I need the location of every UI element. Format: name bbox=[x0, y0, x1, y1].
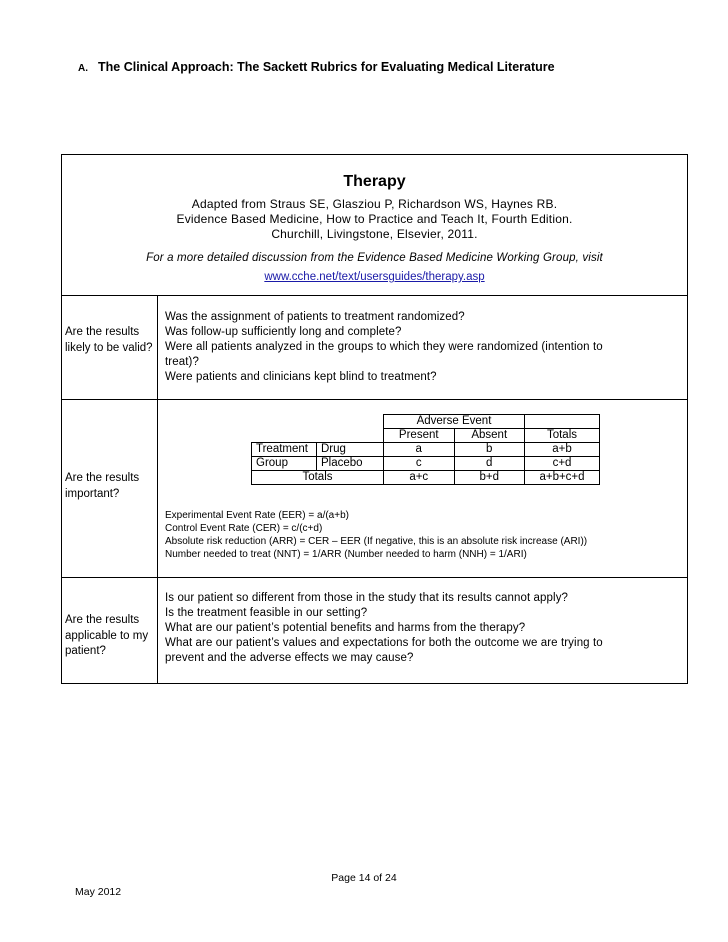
label-drug: Drug bbox=[317, 443, 384, 457]
label-row-totals: Totals bbox=[252, 471, 384, 485]
rubric-title: Therapy bbox=[343, 173, 406, 190]
applicable-question-4: What are our patient’s values and expectations for both the outcome we are trying to bbox=[165, 637, 603, 649]
formula-eer: Experimental Event Rate (EER) = a/(a+b) bbox=[165, 510, 349, 521]
label-placebo: Placebo bbox=[317, 457, 384, 471]
page-number: Page 14 of 24 bbox=[331, 872, 397, 884]
label-group: Group bbox=[252, 457, 317, 471]
label-treatment: Treatment bbox=[252, 443, 317, 457]
applicable-question-4-cont: prevent and the adverse effects we may cause? bbox=[165, 652, 414, 664]
header-absent: Absent bbox=[454, 429, 525, 443]
formula-nnt: Number needed to treat (NNT) = 1/ARR (Number needed to harm (NNH) = 1/ARI) bbox=[165, 549, 527, 560]
header-adverse-event: Adverse Event bbox=[384, 415, 525, 429]
valid-question-1: Was the assignment of patients to treatment randomized? bbox=[165, 311, 465, 323]
section-letter: A. bbox=[78, 63, 88, 74]
applicable-question-3: What are our patient’s potential benefits and harms from the therapy? bbox=[165, 622, 526, 634]
formula-cer: Control Event Rate (CER) = c/(c+d) bbox=[165, 523, 323, 534]
separator-valid bbox=[62, 399, 687, 400]
footer-date: May 2012 bbox=[75, 886, 122, 898]
citation-line-1: Adapted from Straus SE, Glasziou P, Richardson WS, Haynes RB. bbox=[191, 197, 558, 211]
label-applicable: Are the results applicable to my patient? bbox=[65, 614, 149, 657]
discussion-note: For a more detailed discussion from the Evidence Based Medicine Working Group, visit bbox=[146, 252, 603, 264]
cell-b: b bbox=[454, 443, 525, 457]
cell-d: d bbox=[454, 457, 525, 471]
section-title: The Clinical Approach: The Sackett Rubrics for Evaluating Medical Literature bbox=[98, 60, 555, 74]
valid-question-2: Was follow-up sufficiently long and complete? bbox=[165, 326, 402, 338]
cell-total: a+b+c+d bbox=[525, 471, 600, 485]
formula-arr: Absolute risk reduction (ARR) = CER – EER (If negative, this is an absolute risk increase (ARI)) bbox=[165, 536, 588, 547]
cell-a-plus-c: a+c bbox=[384, 471, 455, 485]
valid-question-3: Were all patients analyzed in the groups to which they were randomized (intention to bbox=[165, 341, 603, 353]
cell-c-plus-d: c+d bbox=[525, 457, 600, 471]
label-important: Are the results important? bbox=[65, 472, 140, 500]
citation-line-3: Churchill, Livingstone, Elsevier, 2011. bbox=[271, 227, 478, 241]
cell-a-plus-b: a+b bbox=[525, 443, 600, 457]
header-present: Present bbox=[384, 429, 455, 443]
valid-question-4: Were patients and clinicians kept blind to treatment? bbox=[165, 371, 437, 383]
header-totals: Totals bbox=[525, 429, 600, 443]
applicable-question-1: Is our patient so different from those in the study that its results cannot apply? bbox=[165, 592, 569, 604]
discussion-link[interactable]: www.cche.net/text/usersguides/therapy.asp bbox=[264, 271, 485, 283]
separator-title bbox=[62, 295, 687, 296]
valid-question-3-cont: treat)? bbox=[165, 356, 199, 368]
citation-line-2: Evidence Based Medicine, How to Practice and Teach It, Fourth Edition. bbox=[176, 212, 573, 226]
rubric-box bbox=[61, 154, 688, 684]
section-heading bbox=[78, 60, 555, 74]
label-valid: Are the results likely to be valid? bbox=[65, 326, 153, 354]
cell-c: c bbox=[384, 457, 455, 471]
column-divider bbox=[157, 295, 158, 684]
cell-a: a bbox=[384, 443, 455, 457]
applicable-question-2: Is the treatment feasible in our setting? bbox=[165, 607, 368, 619]
cell-b-plus-d: b+d bbox=[454, 471, 525, 485]
adverse-event-table bbox=[251, 414, 600, 485]
separator-important bbox=[62, 577, 687, 578]
